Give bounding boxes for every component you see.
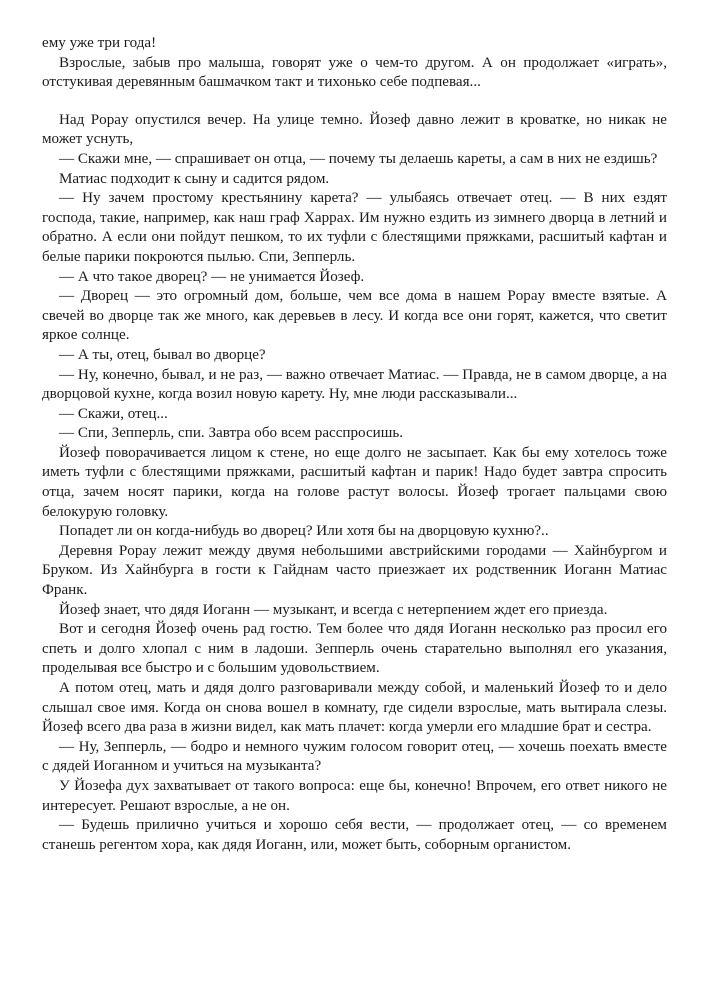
- paragraph: — Ну, конечно, бывал, и не раз, — важно отвечает Матиас. — Правда, не в самом дворце, а на дворцовой кухне, когда возил новую карету. Ну, мне люди рассказывали...: [42, 366, 667, 403]
- paragraph: — Ну, Зепперль, — бодро и немного чужим голосом говорит отец, — хочешь поехать вместе с дядей Иоганном и учиться на музыканта?: [42, 738, 667, 775]
- section-break: [42, 93, 667, 111]
- paragraph: — А ты, отец, бывал во дворце?: [59, 346, 266, 363]
- paragraph: Вот и сегодня Йозеф очень рад гостю. Тем более что дядя Иоганн несколько раз просил его спеть и долго хлопал с ним в ладоши. Зепперль очень старательно выполнял его указания, проделывая все быстро и с большим удовольствием.: [42, 621, 667, 677]
- paragraph: — А что такое дворец? — не унимается Йозеф.: [59, 268, 365, 285]
- paragraph: ему уже три года!: [42, 35, 157, 51]
- paragraph: Попадет ли он когда-нибудь во дворец? Или хотя бы на дворцовую кухню?..: [59, 523, 549, 540]
- paragraph: — Ну зачем простому крестьянину карета? — улыбаясь отвечает отец. — В них ездят господа, такие, например, как наш граф Харрах. Им нужно ездить из зимнего дворца в летний и обратно. А если они пойдут пешком, то их туфли с блестящими пряжками, расшитый кафтан и белые парики покроются пылью. Спи, Зепперль.: [42, 190, 667, 265]
- paragraph: Над Popay опустился вечер. На улице темно. Йозеф давно лежит в кроватке, но никак не может уснуть,: [42, 111, 667, 148]
- paragraph: А потом отец, мать и дядя долго разговаривали между собой, и маленький Йозеф то и дело слышал свое имя. Когда он снова вошел в комнату, где сидели взрослые, мать вытирала слезы. Йозеф всего два раза в жизни видел, как мать плачет: когда умерли его младшие брат и сестра.: [42, 680, 667, 736]
- paragraph: Матиас подходит к сыну и садится рядом.: [59, 170, 330, 187]
- paragraph: У Йозефа дух захватывает от такого вопроса: еще бы, конечно! Впрочем, его ответ никого не интересует. Решают взрослые, а не он.: [42, 777, 667, 814]
- paragraph: Взрослые, забыв про малыша, говорят уже о чем-то другом. А он продолжает «играть», отстукивая деревянным башмачком такт и тихонько себе подпевая...: [42, 54, 667, 91]
- paragraph: Йозеф поворачивается лицом к стене, но еще долго не засыпает. Как бы ему хотелось тоже иметь туфли с блестящими пряжками, расшитый кафтан и парик! Надо будет завтра спросить отца, зачем носят парики, когда на голове растут волосы. Йозеф трогает пальцами свою белокурую головку.: [42, 444, 667, 520]
- paragraph: — Дворец — это огромный дом, больше, чем все дома в нашем Popay вместе взятые. А свечей во дворце так же много, как деревьев в лесу. И когда все они горят, кажется, что светит яркое солнце.: [42, 288, 667, 344]
- paragraph: — Спи, Зепперль, спи. Завтра обо всем расспросишь.: [59, 425, 404, 442]
- paragraph: Деревня Popay лежит между двумя небольшими австрийскими городами — Хайнбургом и Бруком. Из Хайнбурга в гости к Гайднам часто приезжает их родственник Иоганн Матиас Франк.: [42, 542, 667, 599]
- paragraph: — Будешь прилично учиться и хорошо себя вести, — продолжает отец, — со временем станешь регентом хора, как дядя Иоганн, или, может быть, соборным органистом.: [42, 817, 667, 853]
- paragraph: — Скажи мне, — спрашивает он отца, — почему ты делаешь кареты, а сам в них не ездишь?: [59, 150, 658, 167]
- paragraph: Йозеф знает, что дядя Иоганн — музыкант, и всегда с нетерпением ждет его приезда.: [59, 601, 608, 618]
- paragraph: — Скажи, отец...: [59, 405, 168, 422]
